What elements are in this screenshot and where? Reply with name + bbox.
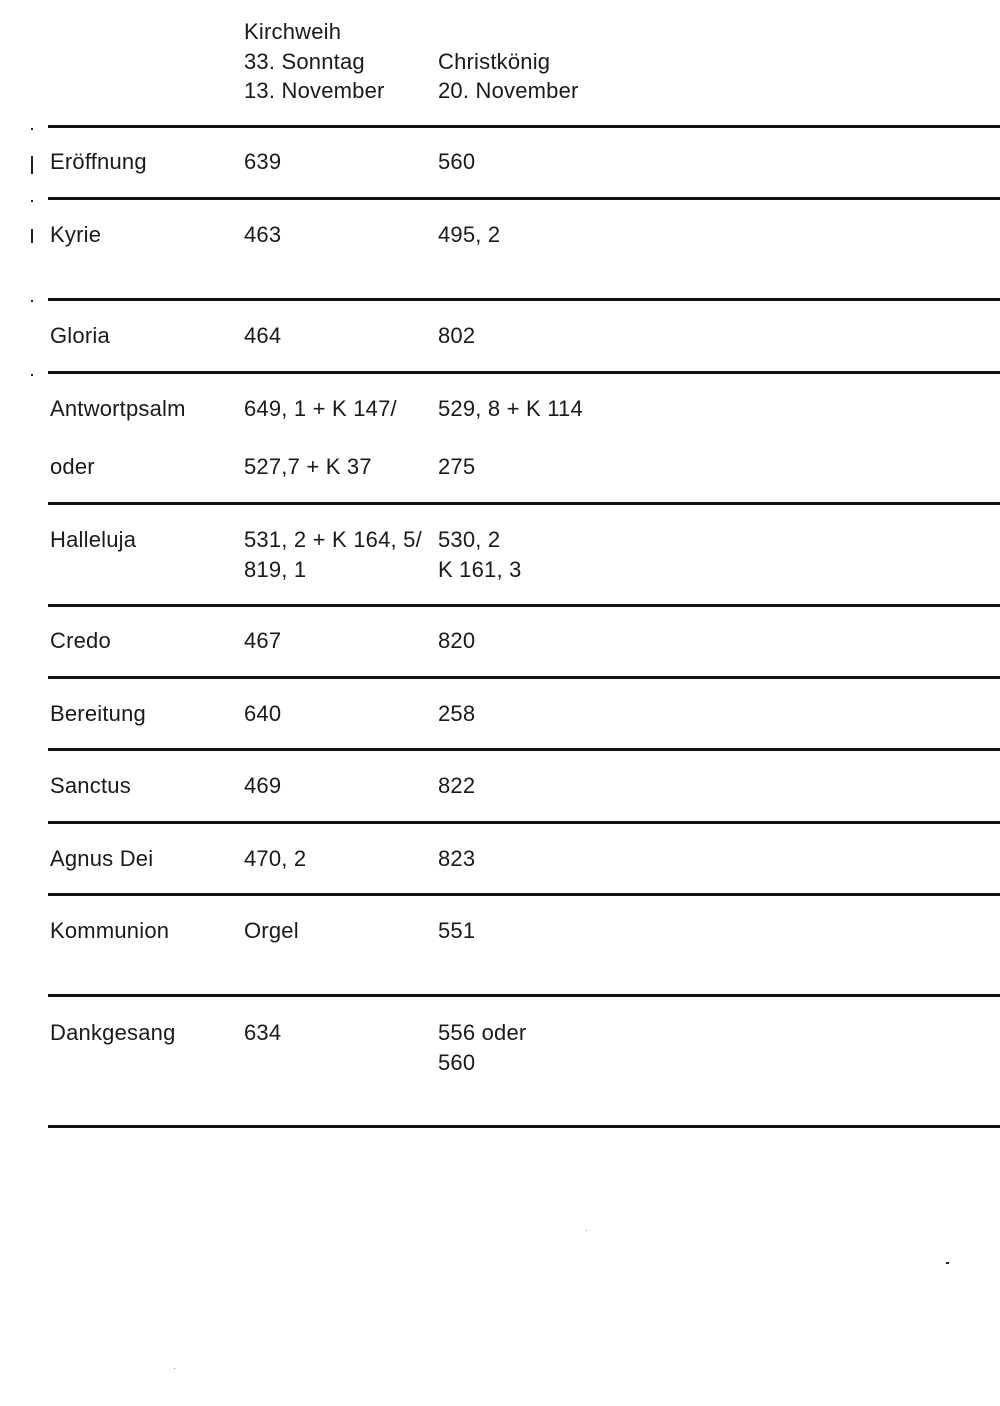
row-value-b: 495, 2: [438, 222, 501, 247]
row-value-a2: 819, 1: [244, 557, 307, 582]
table-rule: [48, 748, 1000, 751]
scan-speck: [31, 374, 33, 376]
row-value-b: 551: [438, 918, 476, 943]
row-label: Eröffnung: [50, 149, 147, 174]
row-value-a: 467: [244, 628, 282, 653]
row-value-b2: K 161, 3: [438, 557, 522, 582]
table-rule: [48, 994, 1000, 997]
row-value-a: 464: [244, 323, 282, 348]
table-rule: [48, 604, 1000, 607]
scan-speck: [174, 1368, 175, 1369]
row-value-a: 640: [244, 701, 282, 726]
header-col-b-line2: 20. November: [438, 78, 579, 103]
row-label: Agnus Dei: [50, 846, 154, 871]
row-value-a: 634: [244, 1020, 282, 1045]
header-col-a-line1: Kirchweih: [244, 19, 342, 44]
row-value-a: 639: [244, 149, 282, 174]
scan-speck: [31, 128, 33, 130]
row-value-a: 470, 2: [244, 846, 307, 871]
row-value-a: 649, 1 + K 147/: [244, 396, 397, 421]
row-label: Kommunion: [50, 918, 170, 943]
row-label: Gloria: [50, 323, 110, 348]
row-value-b: 823: [438, 846, 476, 871]
row-label: Bereitung: [50, 701, 146, 726]
table-rule: [48, 821, 1000, 824]
table-rule: [48, 197, 1000, 200]
row-value-b: 820: [438, 628, 476, 653]
row-value-b: 556 oder: [438, 1020, 527, 1045]
row-alt-value-b: 275: [438, 454, 476, 479]
row-value-b: 529, 8 + K 114: [438, 396, 583, 421]
row-value-b2: 560: [438, 1050, 476, 1075]
scan-speck: [31, 200, 33, 202]
row-label: Halleluja: [50, 527, 137, 552]
scan-speck: [31, 156, 33, 174]
table-rule: [48, 298, 1000, 301]
row-value-b: 560: [438, 149, 476, 174]
row-value-a: Orgel: [244, 918, 299, 943]
row-label: Dankgesang: [50, 1020, 176, 1045]
row-alt-label: oder: [50, 454, 95, 479]
header-col-b-line1: Christkönig: [438, 49, 551, 74]
table-rule: [48, 371, 1000, 374]
scan-speck: [946, 1262, 949, 1264]
table-rule: [48, 125, 1000, 128]
table-rule: [48, 502, 1000, 505]
scan-speck: [586, 1230, 587, 1231]
table-rule: [48, 893, 1000, 896]
row-value-a: 531, 2 + K 164, 5/: [244, 527, 422, 552]
row-value-b: 822: [438, 773, 476, 798]
row-label: Antwortpsalm: [50, 396, 186, 421]
header-col-a-line3: 13. November: [244, 78, 385, 103]
row-value-b: 802: [438, 323, 476, 348]
table-rule: [48, 1125, 1000, 1128]
scan-speck: [31, 229, 33, 243]
row-label: Credo: [50, 628, 111, 653]
row-alt-value-a: 527,7 + K 37: [244, 454, 372, 479]
table-rule: [48, 676, 1000, 679]
scan-speck: [31, 300, 33, 302]
row-value-b: 530, 2: [438, 527, 501, 552]
header-col-a-line2: 33. Sonntag: [244, 49, 365, 74]
row-value-b: 258: [438, 701, 476, 726]
row-label: Sanctus: [50, 773, 131, 798]
row-label: Kyrie: [50, 222, 102, 247]
row-value-a: 463: [244, 222, 282, 247]
row-value-a: 469: [244, 773, 282, 798]
